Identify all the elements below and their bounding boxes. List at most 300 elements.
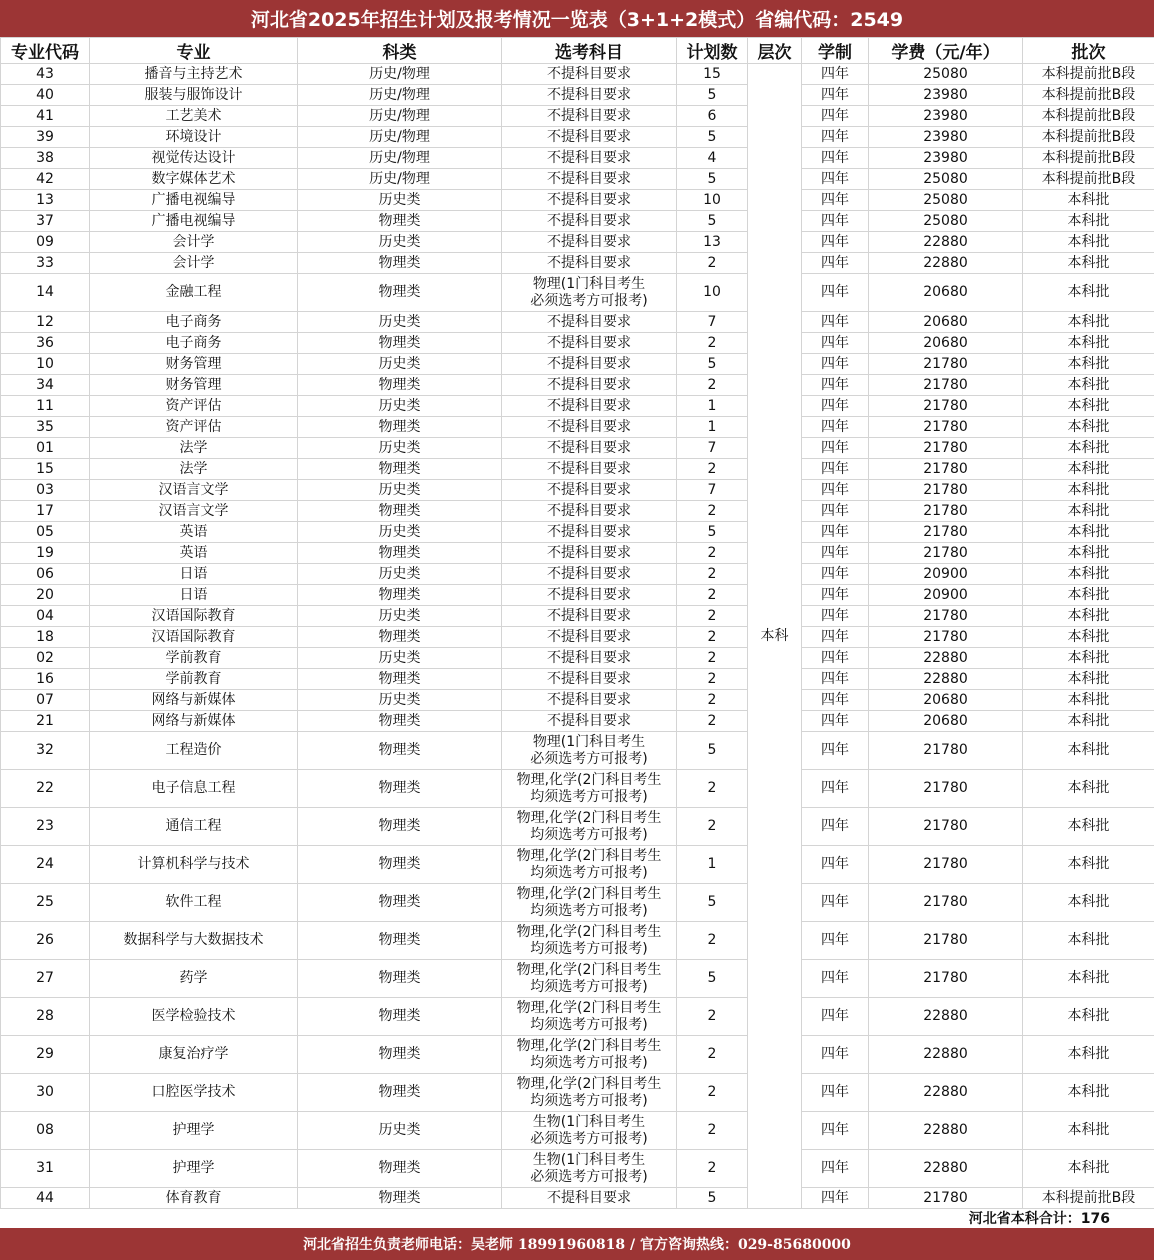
table-row [1, 64, 1154, 85]
cell-fee: 21780 [869, 480, 1023, 501]
cell-code: 39 [1, 127, 90, 148]
cell-code: 12 [1, 312, 90, 333]
cell-plan: 2 [677, 1036, 748, 1074]
cell-years: 四年 [802, 960, 869, 998]
cell-category: 历史类 [298, 190, 502, 211]
cell-subject [502, 998, 677, 1036]
cell-major: 广播电视编导 [90, 211, 298, 232]
cell-subject: 不提科目要求 [502, 127, 677, 148]
cell-category: 物理类 [298, 1036, 502, 1074]
table-row [1, 480, 1154, 501]
enrollment-table [0, 37, 1154, 1209]
table-row [1, 169, 1154, 190]
cell-major: 汉语言文学 [90, 501, 298, 522]
cell-fee: 23980 [869, 106, 1023, 127]
table-row [1, 522, 1154, 543]
cell-fee: 22880 [869, 1150, 1023, 1188]
cell-code: 11 [1, 396, 90, 417]
cell-years: 四年 [802, 998, 869, 1036]
cell-batch: 本科提前批B段 [1023, 106, 1154, 127]
cell-code: 18 [1, 627, 90, 648]
cell-plan: 2 [677, 627, 748, 648]
cell-batch: 本科批 [1023, 1074, 1154, 1112]
cell-category: 物理类 [298, 770, 502, 808]
cell-major: 电子信息工程 [90, 770, 298, 808]
table-row [1, 333, 1154, 354]
cell-subject: 不提科目要求 [502, 396, 677, 417]
cell-subject: 不提科目要求 [502, 711, 677, 732]
cell-category: 物理类 [298, 998, 502, 1036]
cell-code: 29 [1, 1036, 90, 1074]
subject-line-2: 必须选考方可报考) [530, 292, 648, 309]
cell-plan: 2 [677, 998, 748, 1036]
cell-subject [502, 960, 677, 998]
cell-major: 体育教育 [90, 1188, 298, 1209]
subject-line-1: 物理,化学(2门科目考生 [516, 809, 662, 826]
cell-subject [502, 808, 677, 846]
cell-major: 视觉传达设计 [90, 148, 298, 169]
cell-code: 02 [1, 648, 90, 669]
cell-fee: 20680 [869, 333, 1023, 354]
cell-plan: 2 [677, 375, 748, 396]
cell-years: 四年 [802, 669, 869, 690]
cell-major: 数字媒体艺术 [90, 169, 298, 190]
table-row [1, 648, 1154, 669]
cell-major: 财务管理 [90, 354, 298, 375]
cell-years: 四年 [802, 522, 869, 543]
subject-line-1: 物理,化学(2门科目考生 [516, 847, 662, 864]
cell-plan: 10 [677, 274, 748, 312]
cell-major: 金融工程 [90, 274, 298, 312]
cell-years: 四年 [802, 1112, 869, 1150]
cell-category: 物理类 [298, 501, 502, 522]
cell-plan: 5 [677, 169, 748, 190]
cell-category: 物理类 [298, 211, 502, 232]
cell-major: 播音与主持艺术 [90, 64, 298, 85]
cell-subject: 不提科目要求 [502, 690, 677, 711]
table-row [1, 417, 1154, 438]
header-category: 科类 [298, 38, 502, 64]
cell-major: 工艺美术 [90, 106, 298, 127]
cell-plan: 5 [677, 211, 748, 232]
cell-category: 物理类 [298, 884, 502, 922]
table-row [1, 770, 1154, 808]
level-cell: 本科 [748, 64, 802, 1209]
table-row [1, 274, 1154, 312]
cell-fee: 22880 [869, 1074, 1023, 1112]
table-row [1, 501, 1154, 522]
cell-plan: 2 [677, 648, 748, 669]
cell-batch: 本科批 [1023, 333, 1154, 354]
cell-years: 四年 [802, 884, 869, 922]
cell-plan: 5 [677, 354, 748, 375]
cell-fee: 20680 [869, 690, 1023, 711]
cell-fee: 21780 [869, 354, 1023, 375]
table-row [1, 253, 1154, 274]
subject-line-1: 物理,化学(2门科目考生 [516, 1037, 662, 1054]
cell-batch: 本科批 [1023, 606, 1154, 627]
cell-fee: 21780 [869, 438, 1023, 459]
cell-major: 网络与新媒体 [90, 711, 298, 732]
cell-plan: 5 [677, 85, 748, 106]
subject-line-1: 物理,化学(2门科目考生 [516, 885, 662, 902]
cell-code: 14 [1, 274, 90, 312]
cell-category: 物理类 [298, 669, 502, 690]
table-row [1, 85, 1154, 106]
cell-code: 31 [1, 1150, 90, 1188]
cell-years: 四年 [802, 64, 869, 85]
cell-fee: 21780 [869, 375, 1023, 396]
cell-code: 20 [1, 585, 90, 606]
cell-subject: 不提科目要求 [502, 648, 677, 669]
cell-years: 四年 [802, 690, 869, 711]
cell-years: 四年 [802, 585, 869, 606]
cell-code: 07 [1, 690, 90, 711]
subject-line-1: 物理,化学(2门科目考生 [516, 771, 662, 788]
cell-plan: 2 [677, 585, 748, 606]
table-row [1, 564, 1154, 585]
cell-plan: 2 [677, 543, 748, 564]
cell-code: 36 [1, 333, 90, 354]
cell-subject [502, 770, 677, 808]
cell-years: 四年 [802, 354, 869, 375]
cell-years: 四年 [802, 1036, 869, 1074]
cell-batch: 本科提前批B段 [1023, 64, 1154, 85]
cell-years: 四年 [802, 253, 869, 274]
subject-line-1: 物理,化学(2门科目考生 [516, 999, 662, 1016]
cell-fee: 25080 [869, 169, 1023, 190]
cell-plan: 2 [677, 1074, 748, 1112]
subject-line-2: 均须选考方可报考) [530, 1054, 648, 1071]
cell-plan: 2 [677, 1150, 748, 1188]
cell-code: 05 [1, 522, 90, 543]
cell-batch: 本科批 [1023, 564, 1154, 585]
cell-major: 电子商务 [90, 333, 298, 354]
cell-batch: 本科批 [1023, 846, 1154, 884]
cell-subject [502, 1150, 677, 1188]
cell-years: 四年 [802, 564, 869, 585]
cell-subject [502, 1112, 677, 1150]
cell-code: 41 [1, 106, 90, 127]
table-row [1, 808, 1154, 846]
cell-code: 26 [1, 922, 90, 960]
cell-fee: 22880 [869, 1112, 1023, 1150]
cell-plan: 1 [677, 417, 748, 438]
cell-subject: 不提科目要求 [502, 459, 677, 480]
cell-years: 四年 [802, 627, 869, 648]
cell-subject [502, 884, 677, 922]
cell-code: 16 [1, 669, 90, 690]
cell-plan: 13 [677, 232, 748, 253]
cell-years: 四年 [802, 501, 869, 522]
cell-plan: 1 [677, 396, 748, 417]
cell-fee: 21780 [869, 606, 1023, 627]
header-years: 学制 [802, 38, 869, 64]
cell-subject: 不提科目要求 [502, 564, 677, 585]
cell-batch: 本科提前批B段 [1023, 85, 1154, 106]
cell-code: 33 [1, 253, 90, 274]
cell-subject: 不提科目要求 [502, 585, 677, 606]
cell-batch: 本科批 [1023, 585, 1154, 606]
table-row [1, 884, 1154, 922]
cell-code: 40 [1, 85, 90, 106]
cell-batch: 本科批 [1023, 375, 1154, 396]
cell-category: 历史/物理 [298, 169, 502, 190]
cell-plan: 5 [677, 732, 748, 770]
table-body [1, 64, 1154, 1209]
cell-subject: 不提科目要求 [502, 543, 677, 564]
cell-subject: 不提科目要求 [502, 312, 677, 333]
cell-batch: 本科批 [1023, 522, 1154, 543]
cell-fee: 20900 [869, 564, 1023, 585]
cell-category: 历史类 [298, 438, 502, 459]
cell-major: 口腔医学技术 [90, 1074, 298, 1112]
cell-category: 历史类 [298, 564, 502, 585]
cell-subject: 不提科目要求 [502, 522, 677, 543]
header-plan: 计划数 [677, 38, 748, 64]
cell-major: 护理学 [90, 1112, 298, 1150]
cell-code: 24 [1, 846, 90, 884]
table-row [1, 585, 1154, 606]
subject-line-1: 物理,化学(2门科目考生 [516, 923, 662, 940]
cell-code: 01 [1, 438, 90, 459]
cell-fee: 22880 [869, 232, 1023, 253]
table-row [1, 375, 1154, 396]
cell-major: 会计学 [90, 253, 298, 274]
header-code: 专业代码 [1, 38, 90, 64]
cell-years: 四年 [802, 190, 869, 211]
header-row [1, 38, 1154, 64]
subject-line-1: 物理(1门科目考生 [532, 733, 646, 750]
subject-line-2: 均须选考方可报考) [530, 902, 648, 919]
cell-batch: 本科批 [1023, 417, 1154, 438]
cell-plan: 2 [677, 1112, 748, 1150]
cell-years: 四年 [802, 808, 869, 846]
cell-subject: 不提科目要求 [502, 501, 677, 522]
cell-subject [502, 922, 677, 960]
cell-code: 23 [1, 808, 90, 846]
cell-category: 物理类 [298, 543, 502, 564]
cell-years: 四年 [802, 648, 869, 669]
cell-category: 历史类 [298, 648, 502, 669]
cell-subject: 不提科目要求 [502, 190, 677, 211]
subject-line-2: 均须选考方可报考) [530, 978, 648, 995]
cell-plan: 2 [677, 922, 748, 960]
cell-plan: 15 [677, 64, 748, 85]
cell-fee: 23980 [869, 127, 1023, 148]
cell-batch: 本科批 [1023, 232, 1154, 253]
cell-years: 四年 [802, 169, 869, 190]
cell-subject: 不提科目要求 [502, 375, 677, 396]
cell-batch: 本科批 [1023, 711, 1154, 732]
cell-major: 计算机科学与技术 [90, 846, 298, 884]
cell-code: 13 [1, 190, 90, 211]
cell-major: 会计学 [90, 232, 298, 253]
cell-fee: 21780 [869, 922, 1023, 960]
cell-plan: 2 [677, 333, 748, 354]
cell-plan: 5 [677, 127, 748, 148]
cell-plan: 1 [677, 846, 748, 884]
cell-subject: 不提科目要求 [502, 106, 677, 127]
cell-plan: 2 [677, 564, 748, 585]
cell-major: 财务管理 [90, 375, 298, 396]
table-row [1, 106, 1154, 127]
cell-subject [502, 846, 677, 884]
header-subject: 选考科目 [502, 38, 677, 64]
table-row [1, 1112, 1154, 1150]
table-row [1, 459, 1154, 480]
page-title: 河北省2025年招生计划及报考情况一览表（3+1+2模式）省编代码：2549 [0, 0, 1154, 37]
cell-plan: 6 [677, 106, 748, 127]
cell-years: 四年 [802, 333, 869, 354]
cell-major: 汉语国际教育 [90, 627, 298, 648]
subject-line-2: 均须选考方可报考) [530, 788, 648, 805]
cell-code: 22 [1, 770, 90, 808]
cell-category: 历史类 [298, 690, 502, 711]
cell-code: 17 [1, 501, 90, 522]
cell-category: 历史类 [298, 232, 502, 253]
cell-subject: 不提科目要求 [502, 169, 677, 190]
cell-plan: 4 [677, 148, 748, 169]
cell-fee: 22880 [869, 1036, 1023, 1074]
cell-code: 37 [1, 211, 90, 232]
cell-plan: 2 [677, 606, 748, 627]
cell-fee: 21780 [869, 884, 1023, 922]
cell-plan: 5 [677, 960, 748, 998]
cell-batch: 本科批 [1023, 354, 1154, 375]
cell-category: 物理类 [298, 1150, 502, 1188]
cell-subject [502, 274, 677, 312]
subject-line-1: 物理,化学(2门科目考生 [516, 1075, 662, 1092]
subject-line-1: 生物(1门科目考生 [532, 1151, 646, 1168]
cell-fee: 21780 [869, 396, 1023, 417]
cell-category: 历史类 [298, 606, 502, 627]
cell-years: 四年 [802, 1150, 869, 1188]
cell-code: 03 [1, 480, 90, 501]
cell-years: 四年 [802, 846, 869, 884]
cell-subject: 不提科目要求 [502, 253, 677, 274]
table-row [1, 1036, 1154, 1074]
table-row [1, 998, 1154, 1036]
cell-plan: 7 [677, 312, 748, 333]
cell-subject [502, 1036, 677, 1074]
cell-code: 09 [1, 232, 90, 253]
subject-line-1: 物理(1门科目考生 [532, 275, 646, 292]
cell-batch: 本科提前批B段 [1023, 127, 1154, 148]
cell-major: 网络与新媒体 [90, 690, 298, 711]
cell-major: 广播电视编导 [90, 190, 298, 211]
cell-batch: 本科批 [1023, 480, 1154, 501]
cell-category: 历史类 [298, 480, 502, 501]
cell-fee: 21780 [869, 770, 1023, 808]
header-level: 层次 [748, 38, 802, 64]
cell-code: 44 [1, 1188, 90, 1209]
cell-subject: 不提科目要求 [502, 148, 677, 169]
cell-subject [502, 1074, 677, 1112]
cell-major: 英语 [90, 543, 298, 564]
total-row [0, 1207, 1154, 1228]
subject-line-2: 均须选考方可报考) [530, 1016, 648, 1033]
table-row [1, 627, 1154, 648]
cell-batch: 本科批 [1023, 884, 1154, 922]
cell-subject: 不提科目要求 [502, 480, 677, 501]
cell-category: 物理类 [298, 1188, 502, 1209]
table-row [1, 1150, 1154, 1188]
table-row [1, 960, 1154, 998]
cell-category: 历史类 [298, 522, 502, 543]
table-row [1, 606, 1154, 627]
cell-category: 物理类 [298, 585, 502, 606]
cell-batch: 本科提前批B段 [1023, 169, 1154, 190]
table-row [1, 127, 1154, 148]
cell-fee: 22880 [869, 253, 1023, 274]
cell-batch: 本科批 [1023, 627, 1154, 648]
cell-category: 历史类 [298, 396, 502, 417]
cell-fee: 22880 [869, 998, 1023, 1036]
cell-years: 四年 [802, 438, 869, 459]
cell-category: 物理类 [298, 846, 502, 884]
cell-batch: 本科批 [1023, 669, 1154, 690]
cell-years: 四年 [802, 417, 869, 438]
header-major: 专业 [90, 38, 298, 64]
cell-category: 物理类 [298, 627, 502, 648]
cell-fee: 21780 [869, 417, 1023, 438]
cell-years: 四年 [802, 1188, 869, 1209]
cell-batch: 本科批 [1023, 732, 1154, 770]
subject-line-2: 均须选考方可报考) [530, 864, 648, 881]
cell-years: 四年 [802, 606, 869, 627]
cell-fee: 25080 [869, 190, 1023, 211]
table-row [1, 148, 1154, 169]
cell-plan: 2 [677, 253, 748, 274]
cell-major: 汉语国际教育 [90, 606, 298, 627]
cell-major: 护理学 [90, 1150, 298, 1188]
cell-plan: 10 [677, 190, 748, 211]
cell-fee: 22880 [869, 648, 1023, 669]
cell-category: 历史类 [298, 354, 502, 375]
cell-years: 四年 [802, 480, 869, 501]
cell-batch: 本科批 [1023, 543, 1154, 564]
cell-batch: 本科批 [1023, 1112, 1154, 1150]
cell-plan: 7 [677, 438, 748, 459]
cell-major: 电子商务 [90, 312, 298, 333]
cell-batch: 本科提前批B段 [1023, 1188, 1154, 1209]
cell-code: 04 [1, 606, 90, 627]
cell-subject: 不提科目要求 [502, 232, 677, 253]
cell-code: 34 [1, 375, 90, 396]
cell-fee: 23980 [869, 85, 1023, 106]
cell-years: 四年 [802, 106, 869, 127]
cell-subject: 不提科目要求 [502, 669, 677, 690]
table-row [1, 1188, 1154, 1209]
cell-code: 43 [1, 64, 90, 85]
table-row [1, 846, 1154, 884]
cell-batch: 本科批 [1023, 648, 1154, 669]
cell-code: 08 [1, 1112, 90, 1150]
cell-major: 学前教育 [90, 648, 298, 669]
cell-years: 四年 [802, 711, 869, 732]
cell-batch: 本科批 [1023, 770, 1154, 808]
cell-years: 四年 [802, 1074, 869, 1112]
subject-line-2: 必须选考方可报考) [530, 750, 648, 767]
cell-fee: 20900 [869, 585, 1023, 606]
table-row [1, 669, 1154, 690]
table-row [1, 312, 1154, 333]
cell-code: 30 [1, 1074, 90, 1112]
cell-category: 物理类 [298, 274, 502, 312]
table-row [1, 232, 1154, 253]
cell-fee: 20680 [869, 274, 1023, 312]
